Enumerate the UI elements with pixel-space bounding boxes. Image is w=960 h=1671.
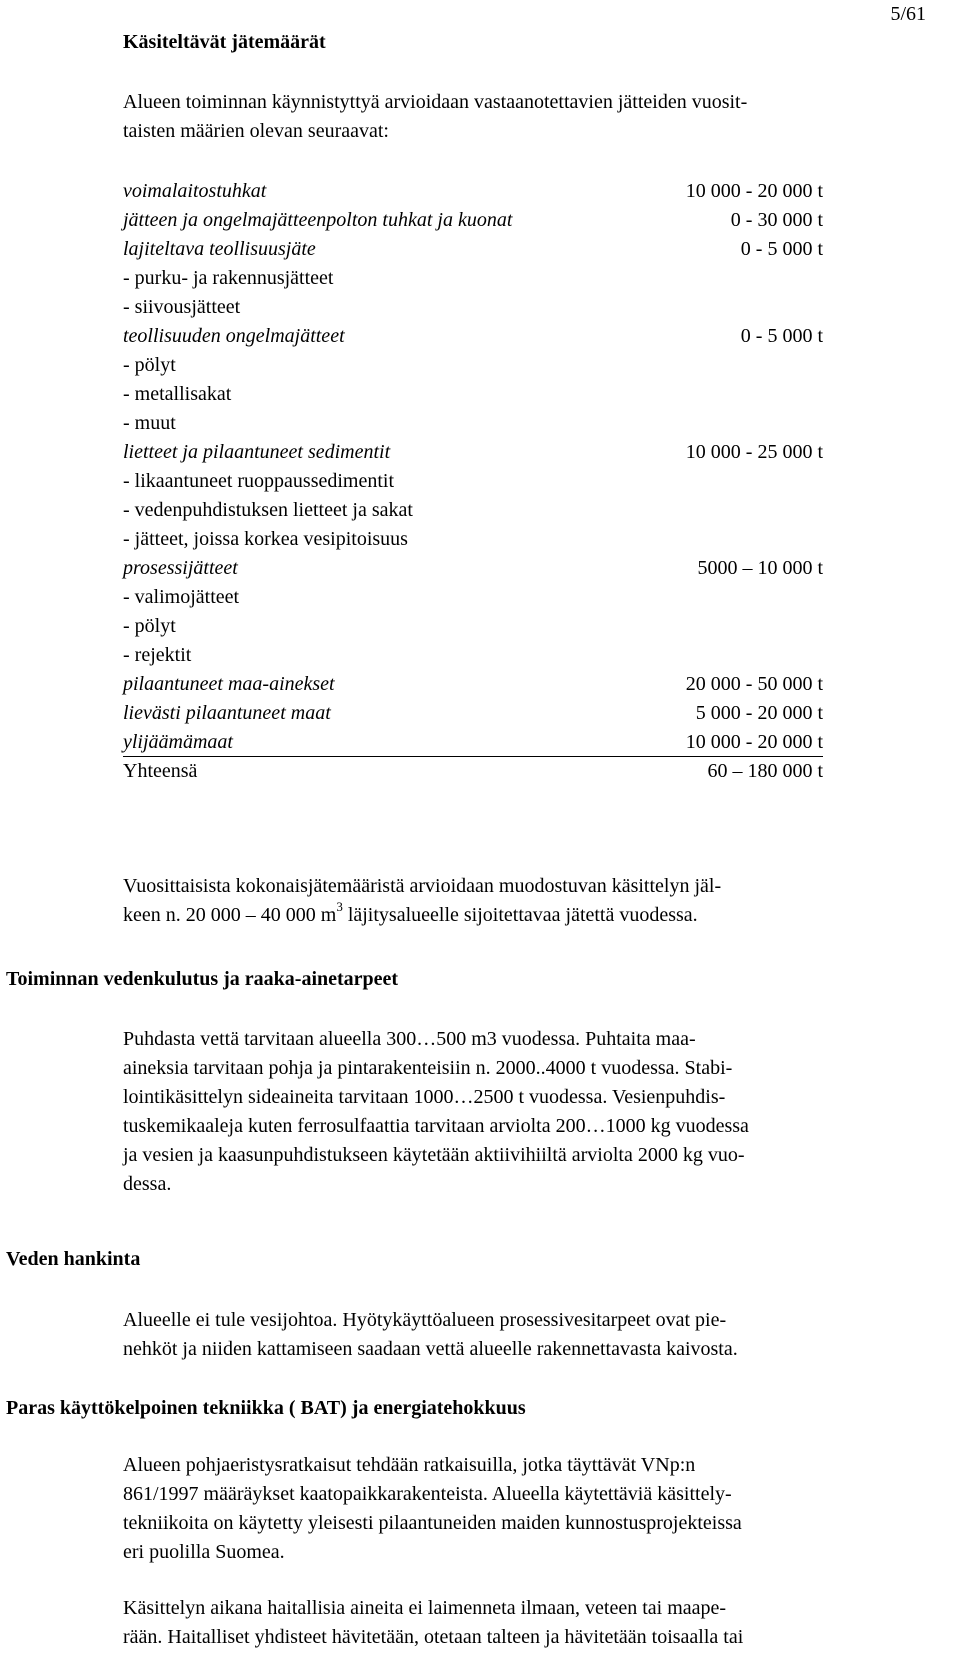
waste-type-label: - pölyt [123, 354, 176, 376]
text-line: tuskemikaaleja kuten ferrosulfaattia tarvitaan arviolta 200…1000 kg vuodessa [123, 1115, 749, 1137]
text-line: lointikäsittelyn sideaineita tarvitaan 1000…2500 t vuodessa. Vesienpuhdis- [123, 1086, 726, 1108]
bat-paragraph-2 [123, 1594, 953, 1652]
waste-amount-value: 0 - 30 000 t [730, 209, 823, 231]
summary-line: Vuosittaisista kokonaisjätemääristä arvioidaan muodostuvan käsittelyn jäl- [123, 875, 722, 897]
table-row [123, 525, 823, 554]
text-line: Käsittelyn aikana haitallisia aineita ei laimenneta ilmaan, veteen tai maape- [123, 1597, 727, 1619]
summary-line [123, 901, 943, 930]
waste-type-label: voimalaitostuhkat [123, 180, 267, 202]
waste-type-label: - likaantuneet ruoppaussedimentit [123, 470, 395, 492]
intro-line: Alueen toiminnan käynnistyttyä arvioidaan vastaanotettavien jätteiden vuosit- [123, 91, 748, 113]
waste-amount-value: 10 000 - 25 000 t [685, 441, 823, 463]
bat-heading: Paras käyttökelpoinen tekniikka ( BAT) ja energiatehokkuus [6, 1397, 526, 1419]
text-line: dessa. [123, 1173, 172, 1195]
superscript: 3 [336, 899, 343, 915]
text-line: Alueelle ei tule vesijohtoa. Hyötykäyttöalueen prosessivesitarpeet ovat pie- [123, 1309, 727, 1331]
waste-type-label: jätteen ja ongelmajätteenpolton tuhkat ja kuonat [123, 209, 513, 231]
waste-type-label: - metallisakat [123, 383, 232, 405]
table-row [123, 699, 823, 728]
text-line: Alueen pohjaeristysratkaisut tehdään ratkaisuilla, jotka täyttävät VNp:n [123, 1454, 696, 1476]
summary-text: keen n. 20 000 – 40 000 m [123, 904, 337, 926]
text-line: 861/1997 määräykset kaatopaikkarakenteista. Alueella käytettäviä käsittely- [123, 1483, 732, 1505]
intro-line: taisten määrien olevan seuraavat: [123, 120, 389, 142]
water-supply-text [123, 1306, 953, 1364]
waste-amount-value: 20 000 - 50 000 t [685, 673, 823, 695]
summary-text: läjitysalueelle sijoitettavaa jätettä vuodessa. [342, 904, 698, 926]
waste-type-label: - valimojätteet [123, 586, 240, 608]
waste-type-label: - muut [123, 412, 176, 434]
table-row [123, 641, 823, 670]
waste-type-label: lietteet ja pilaantuneet sedimentit [123, 441, 391, 463]
text-line: rään. Haitalliset yhdisteet hävitetään, otetaan talteen ja hävitetään toisaalla tai [123, 1626, 744, 1648]
waste-type-label: lievästi pilaantuneet maat [123, 702, 331, 724]
intro-paragraph [123, 88, 943, 146]
summary-paragraph [123, 872, 943, 930]
table-row [123, 235, 823, 264]
waste-amount-value: 10 000 - 20 000 t [685, 180, 823, 202]
waste-amount-value: 5 000 - 20 000 t [695, 702, 823, 724]
text-line: ja vesien ja kaasunpuhdistukseen käytetään aktiivihiiltä arviolta 2000 kg vuo- [123, 1144, 745, 1166]
waste-type-label: teollisuuden ongelmajätteet [123, 325, 345, 347]
table-row [123, 409, 823, 438]
table-row [123, 206, 823, 235]
waste-type-label: - pölyt [123, 615, 176, 637]
waste-quantity-table [123, 177, 823, 786]
table-row [123, 293, 823, 322]
table-row [123, 264, 823, 293]
table-row [123, 612, 823, 641]
section-title: Käsiteltävät jätemäärät [123, 31, 326, 53]
table-row [123, 467, 823, 496]
table-row [123, 380, 823, 409]
water-consumption-heading: Toiminnan vedenkulutus ja raaka-ainetarpeet [6, 968, 399, 990]
table-row [123, 177, 823, 206]
waste-type-label: lajiteltava teollisuusjäte [123, 238, 316, 260]
waste-type-label: pilaantuneet maa-ainekset [123, 673, 335, 695]
waste-amount-value: 0 - 5 000 t [740, 325, 823, 347]
waste-type-label: - rejektit [123, 644, 192, 666]
table-row [123, 670, 823, 699]
waste-type-label: Yhteensä [123, 759, 198, 782]
table-row [123, 496, 823, 525]
page-number: 5/61 [890, 3, 926, 25]
text-line: aineksia tarvitaan pohja ja pintarakenteisiin n. 2000..4000 t vuodessa. Stabi- [123, 1057, 733, 1079]
table-row [123, 322, 823, 351]
waste-amount-value: 5000 – 10 000 t [697, 557, 823, 579]
water-supply-heading: Veden hankinta [6, 1248, 141, 1270]
waste-type-label: - purku- ja rakennusjätteet [123, 267, 334, 289]
table-row [123, 351, 823, 380]
table-row [123, 583, 823, 612]
waste-amount-value: 60 – 180 000 t [707, 759, 823, 782]
text-line: eri puolilla Suomea. [123, 1541, 285, 1563]
table-row [123, 728, 823, 757]
bat-paragraph-1 [123, 1451, 953, 1567]
table-row [123, 438, 823, 467]
waste-amount-value: 0 - 5 000 t [740, 238, 823, 260]
text-line: Puhdasta vettä tarvitaan alueella 300…500 m3 vuodessa. Puhtaita maa- [123, 1028, 696, 1050]
waste-type-label: prosessijätteet [123, 557, 238, 579]
waste-amount-value: 10 000 - 20 000 t [685, 731, 823, 753]
table-row [123, 757, 823, 786]
table-row [123, 554, 823, 583]
water-consumption-text [123, 1025, 953, 1199]
waste-type-label: - siivousjätteet [123, 296, 241, 318]
waste-type-label: - vedenpuhdistuksen lietteet ja sakat [123, 499, 413, 521]
text-line: nehköt ja niiden kattamiseen saadaan vettä alueelle rakennettavasta kaivosta. [123, 1338, 738, 1360]
text-line: tekniikoita on käytetty yleisesti pilaantuneiden maiden kunnostusprojekteissa [123, 1512, 742, 1534]
waste-type-label: ylijäämämaat [123, 731, 233, 753]
waste-type-label: - jätteet, joissa korkea vesipitoisuus [123, 528, 408, 550]
